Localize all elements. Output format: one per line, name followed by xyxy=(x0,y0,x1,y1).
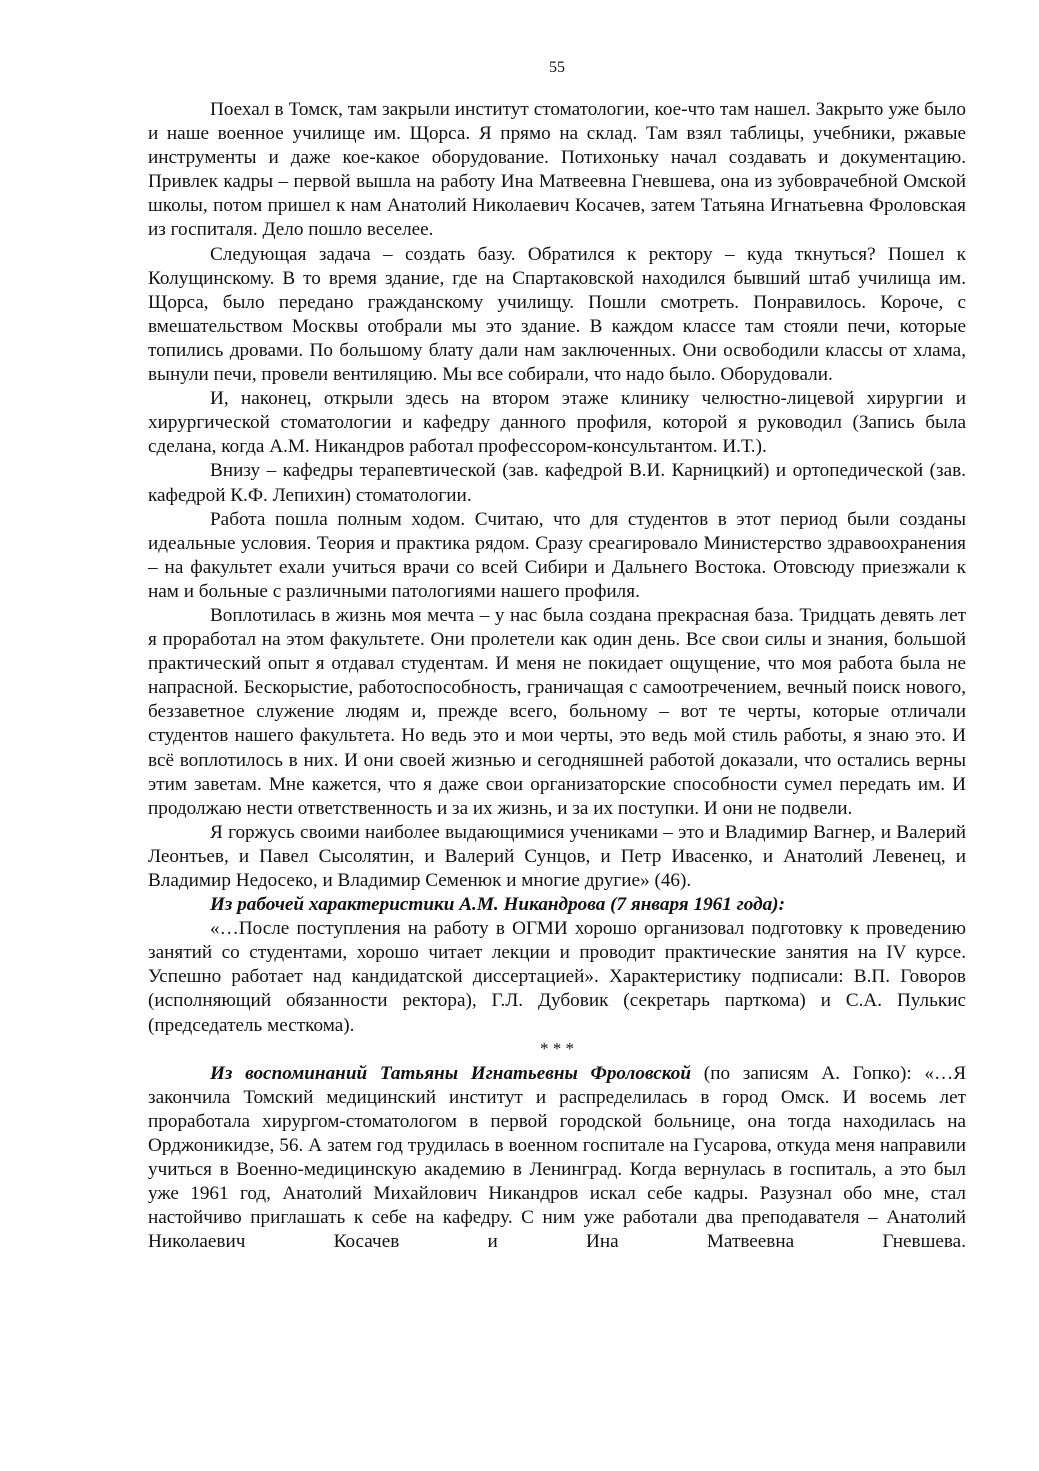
page-number: 55 xyxy=(549,59,565,76)
paragraph: Поехал в Томск, там закрыли институт стоматологии, кое-что там нашел. Закрыто уже было и наше военное училище им. Щорса. Я прямо на склад. Там взял таблицы, учебники, ржавые инструменты и даже кое-какое оборудование. Потихоньку начал создавать и документацию. Привлек кадры – первой вышла на работу Ина Матвеевна Гневшева, она из зубоврачебной Омской школы, потом пришел к нам Анатолий Николаевич Косачев, затем Татьяна Игнатьевна Фроловская из госпиталя. Дело пошло веселее. xyxy=(148,99,966,241)
memoir-text: (по записям А. Гопко): «…Я закончила Томский медицинский институт и распределилась в город Омск. И восемь лет проработала хирургом-стоматологом в первой городской больнице, она тогда находилась на Орджоникидзе, 56. А затем год трудилась в военном госпитале на Гусарова, откуда меня направили учиться в Военно-медицинскую академию в Ленинград. Когда вернулась в госпиталь, а это был уже 1961 год, Анатолий Михайлович Никандров искал себе кадры. Разузнал обо мне, стал настойчиво приглашать к себе на кафедру. С ним уже работали два преподавателя – Анатолий Николаевич Косачев и Ина Матвеевна Гневшева. xyxy=(148,1062,967,1253)
memoir-paragraph xyxy=(148,1062,966,1255)
document-page xyxy=(148,58,966,1254)
paragraph: Внизу – кафедры терапевтической (зав. кафедрой В.И. Карницкий) и ортопедической (зав. кафедрой К.Ф. Лепихин) стоматологии. xyxy=(148,460,966,506)
paragraph: Следующая задача – создать базу. Обратился к ректору – куда ткнуться? Пошел к Колущинскому. В то время здание, где на Спартаковской находился бывший штаб училища им. Щорса, было передано гражданскому училищу. Пошли смотреть. Понравилось. Короче, с вмешательством Москвы отобрали мы это здание. В каждом классе там стояли печи, которые топились дровами. По большому блату дали нам заключенных. Они освободили классы от хлама, вынули печи, провели вентиляцию. Мы все собирали, что надо было. Оборудовали. xyxy=(148,243,966,386)
paragraph: И, наконец, открыли здесь на втором этаже клинику челюстно-лицевой хирургии и хирургической стоматологии и кафедру данного профиля, которой я руководил (Запись была сделана, когда А.М. Никандров работал профессором-консультантом. И.Т.). xyxy=(148,388,966,458)
paragraph: Работа пошла полным ходом. Считаю, что для студентов в этот период были созданы идеальные условия. Теория и практика рядом. Сразу среагировало Министерство здравоохранения – на факультет ехали учиться врачи со всей Сибири и Дальнего Востока. Отовсюду приезжали к нам и больные с различными патологиями нашего профиля. xyxy=(148,508,966,602)
characteristic-text: «…После поступления на работу в ОГМИ хорошо организовал подготовку к проведению занятий со студентами, хорошо читает лекции и проводит практические занятия на IV курсе. Успешно работает над кандидатской диссертацией». Характеристику подписали: В.П. Говоров (исполняющий обязанности ректора), Г.Л. Дубовик (секретарь парткома) и С.А. Пулькис (председатель месткома). xyxy=(148,918,966,1036)
memoir-lead: Из воспоминаний Татьяны Игнатьевны Фроловской xyxy=(210,1062,692,1084)
characteristic-heading: Из рабочей характеристики А.М. Никандрова (7 января 1961 года): xyxy=(210,894,785,916)
paragraph: Воплотилась в жизнь моя мечта – у нас была создана прекрасная база. Тридцать девять лет я проработал на этом факультете. Они пролетели как один день. Все свои силы и знания, большой практический опыт я отдавал студентам. И меня не покидает ощущение, что моя работа была не напрасной. Бескорыстие, работоспособность, граничащая с самоотречением, вечный поиск нового, беззаветное служение людям и, прежде всего, больному – вот те черты, которые отличали студентов нашего факультета. Но ведь это и мои черты, это ведь мой стиль работы, я знаю это. И всё воплотилось в них. И они своей жизнью и сегодняшней работой доказали, что остались верны этим заветам. Мне кажется, что я даже свои организаторские способности сумел передать им. И продолжаю нести ответственность и за их жизнь, и за их поступки. И они не подвели. xyxy=(148,604,966,819)
paragraph: Я горжусь своими наиболее выдающимися учениками – это и Владимир Вагнер, и Валерий Леонтьев, и Павел Сысолятин, и Валерий Сунцов, и Петр Ивасенко, и Анатолий Левенец, и Владимир Недосеко, и Владимир Семенюк и многие другие» (46). xyxy=(148,821,966,891)
body-text xyxy=(148,98,966,1254)
section-separator: * * * xyxy=(540,1038,574,1058)
